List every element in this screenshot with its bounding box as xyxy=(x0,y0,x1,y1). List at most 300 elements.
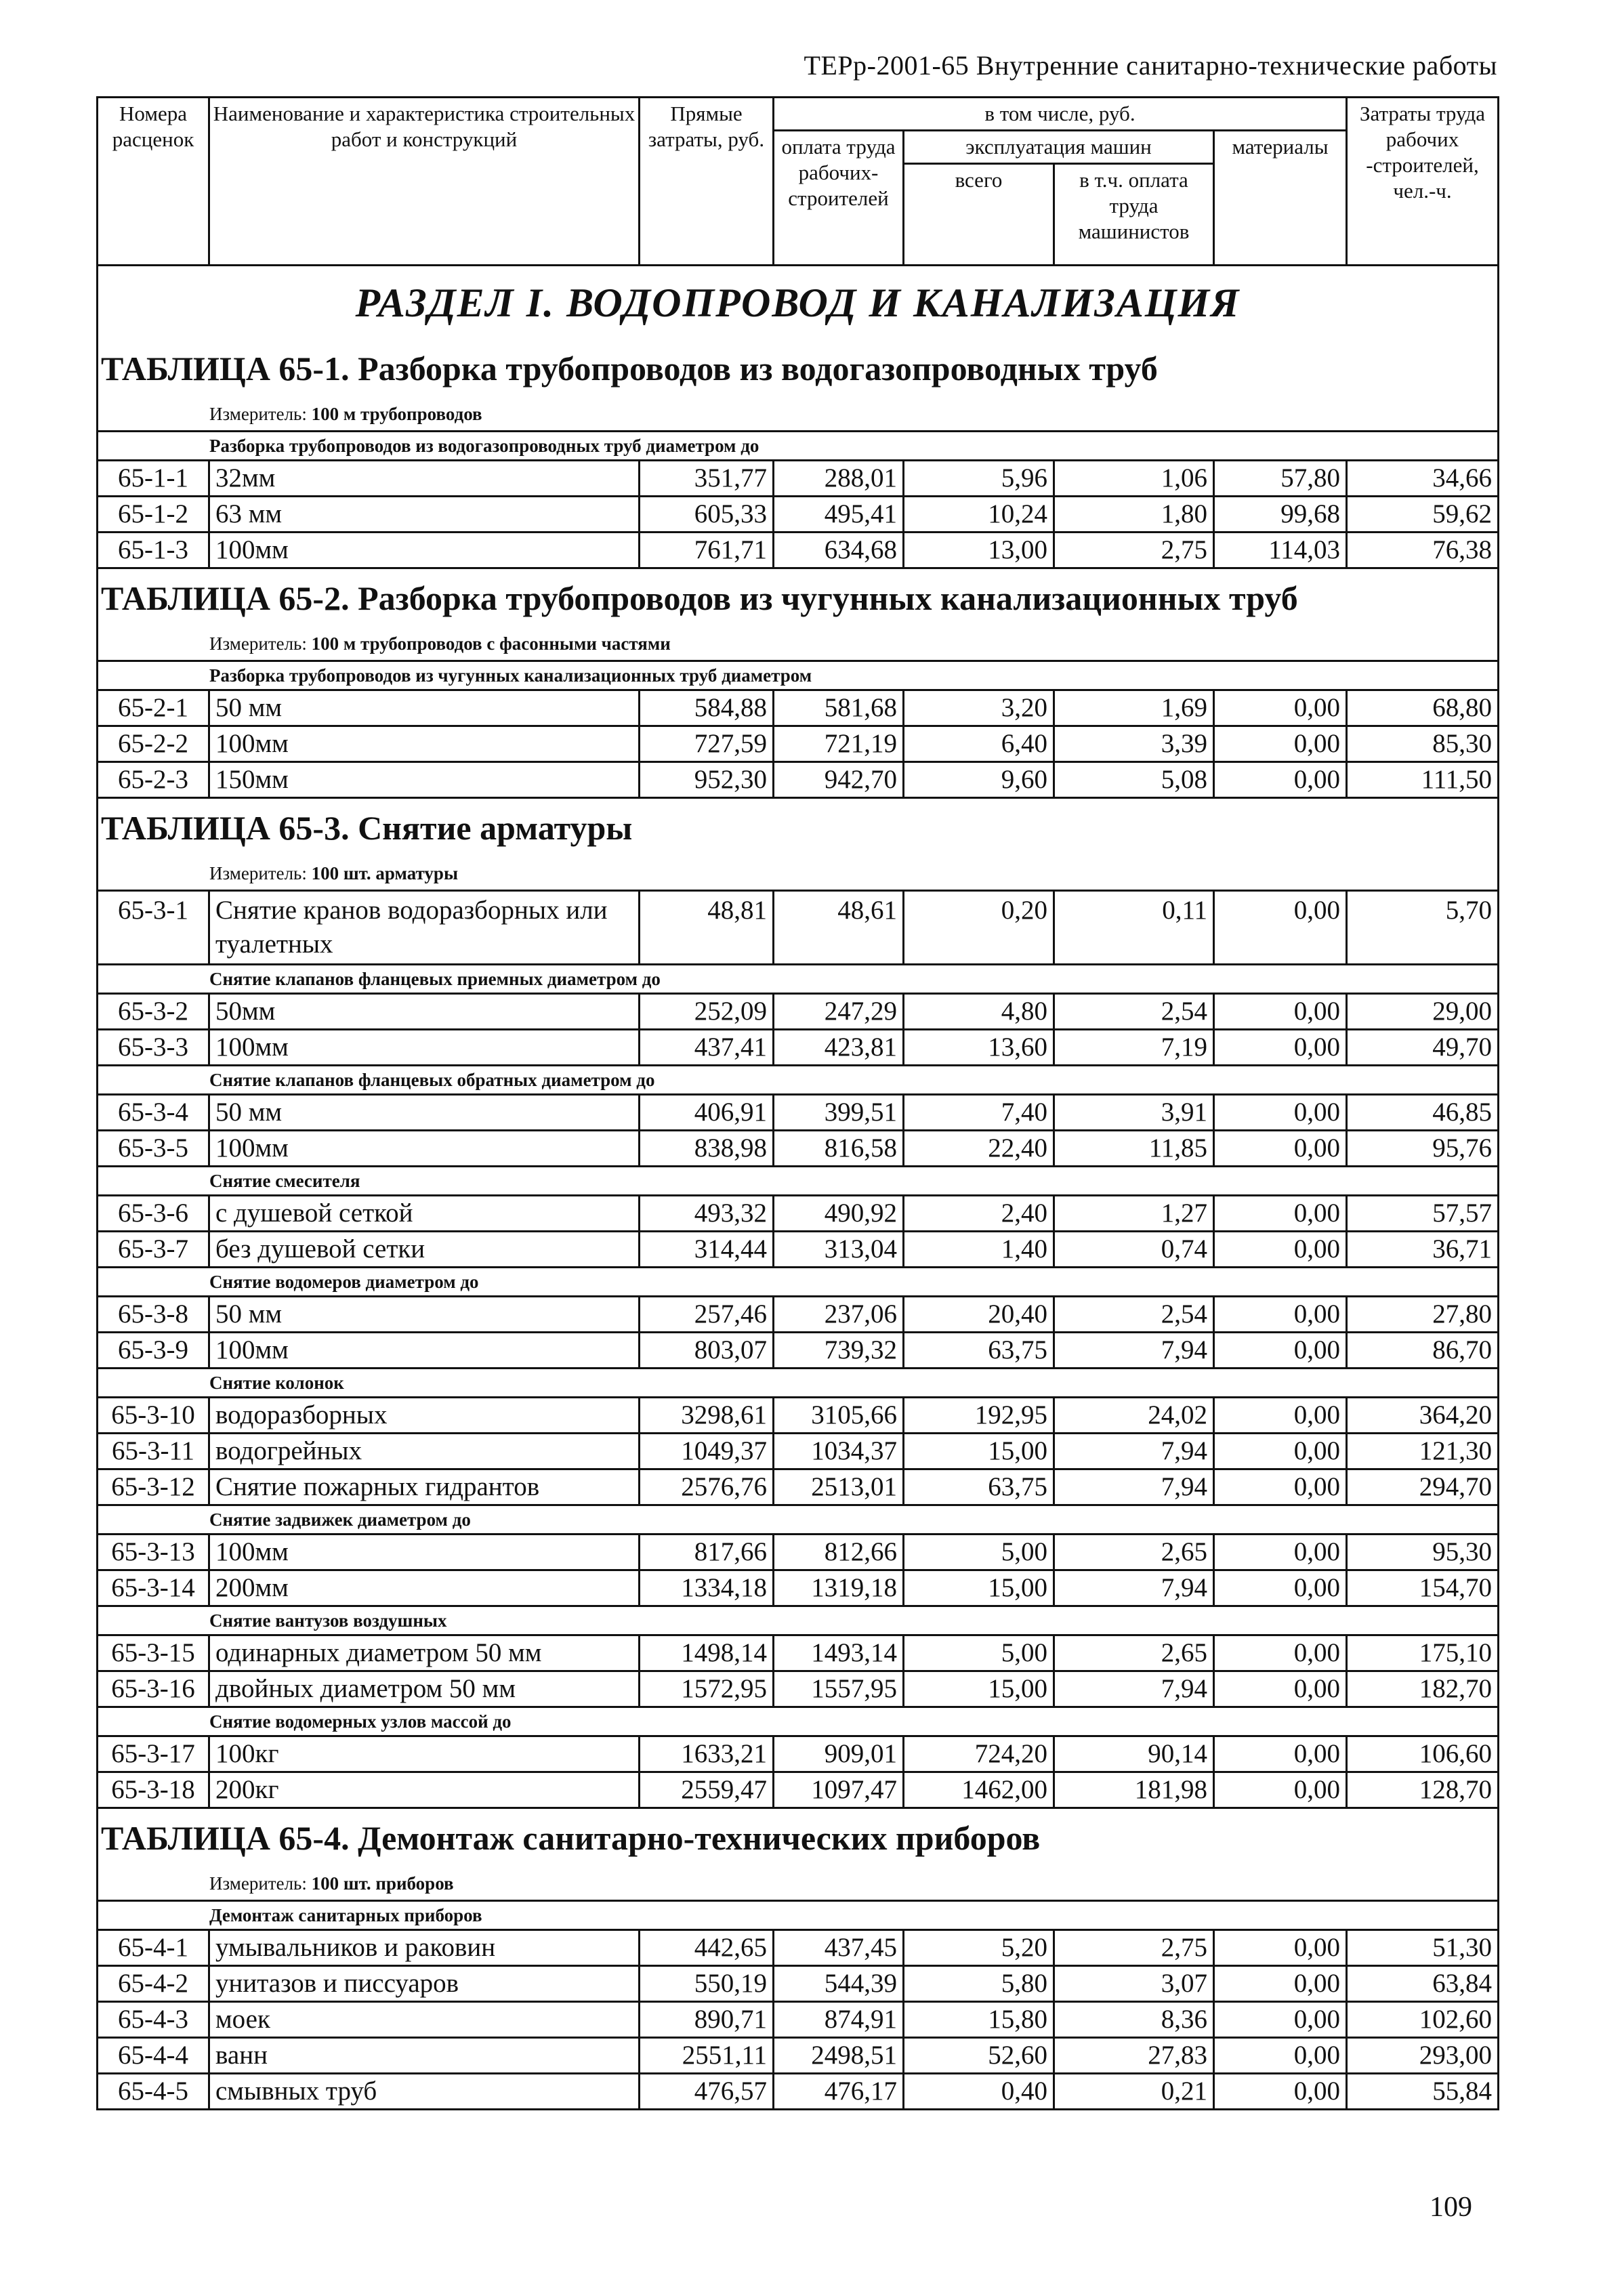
meter-value: 100 шт. приборов xyxy=(311,1873,454,1894)
materials-cell: 0,00 xyxy=(1214,1297,1347,1333)
group-title: Снятие клапанов фланцевых приемных диаметром до xyxy=(98,965,1499,994)
group-title: Снятие вантузов воздушных xyxy=(98,1606,1499,1635)
labor-cost-cell: 49,70 xyxy=(1347,1030,1499,1066)
col-header-materials: материалы xyxy=(1214,131,1347,266)
machines-total-cell: 1,40 xyxy=(904,1232,1054,1268)
machines-pay-cell: 3,91 xyxy=(1054,1095,1214,1131)
machines-pay-cell: 2,65 xyxy=(1054,1635,1214,1671)
machines-total-cell: 1462,00 xyxy=(904,1772,1054,1808)
machines-pay-cell: 2,54 xyxy=(1054,994,1214,1030)
materials-cell: 0,00 xyxy=(1214,1635,1347,1671)
labor-cost-cell: 175,10 xyxy=(1347,1635,1499,1671)
table-title-row xyxy=(98,798,1499,858)
group-row xyxy=(98,1066,1499,1095)
machines-total-cell: 5,80 xyxy=(904,1966,1054,2002)
labor-cost-cell: 51,30 xyxy=(1347,1930,1499,1966)
direct-cost-cell: 1049,37 xyxy=(640,1434,774,1469)
machines-pay-cell: 1,69 xyxy=(1054,690,1214,726)
table-header xyxy=(98,98,1499,266)
col-header-code: Номера расценок xyxy=(98,98,209,266)
work-name-cell: 100мм xyxy=(209,1535,640,1570)
rate-code-cell: 65-3-17 xyxy=(98,1736,209,1772)
work-name-cell: без душевой сетки xyxy=(209,1232,640,1268)
group-title: Разборка трубопроводов из чугунных канализационных труб диаметром xyxy=(98,661,1499,690)
table-title: ТАБЛИЦА 65-2. Разборка трубопроводов из чугунных канализационных труб xyxy=(98,568,1499,628)
labor-cost-cell: 36,71 xyxy=(1347,1232,1499,1268)
work-name-cell: 200мм xyxy=(209,1570,640,1606)
col-header-name: Наименование и характеристика строительных работ и конструкций xyxy=(209,98,640,266)
machines-total-cell: 3,20 xyxy=(904,690,1054,726)
work-name-cell: 100мм xyxy=(209,1131,640,1167)
rate-code-cell: 65-4-1 xyxy=(98,1930,209,1966)
work-name-cell: 50 мм xyxy=(209,1297,640,1333)
meter-cell xyxy=(98,1867,1499,1901)
rate-code-cell: 65-3-18 xyxy=(98,1772,209,1808)
rate-code-cell: 65-3-11 xyxy=(98,1434,209,1469)
group-row xyxy=(98,1369,1499,1398)
table-row xyxy=(98,1671,1499,1707)
machines-pay-cell: 0,74 xyxy=(1054,1232,1214,1268)
machines-pay-cell: 181,98 xyxy=(1054,1772,1214,1808)
meter-cell xyxy=(98,627,1499,661)
group-row xyxy=(98,1505,1499,1535)
machines-total-cell: 724,20 xyxy=(904,1736,1054,1772)
labor-cost-cell: 293,00 xyxy=(1347,2038,1499,2074)
machines-pay-cell: 24,02 xyxy=(1054,1398,1214,1434)
materials-cell: 0,00 xyxy=(1214,1930,1347,1966)
work-name-cell: ванн xyxy=(209,2038,640,2074)
labor-pay-cell: 313,04 xyxy=(774,1232,904,1268)
machines-pay-cell: 2,75 xyxy=(1054,533,1214,568)
materials-cell: 0,00 xyxy=(1214,1398,1347,1434)
rate-code-cell: 65-3-12 xyxy=(98,1469,209,1505)
machines-pay-cell: 1,06 xyxy=(1054,461,1214,497)
table-row xyxy=(98,1232,1499,1268)
work-name-cell: Снятие кранов водоразборных или туалетных xyxy=(209,891,640,965)
machines-pay-cell: 3,39 xyxy=(1054,726,1214,762)
direct-cost-cell: 3298,61 xyxy=(640,1398,774,1434)
materials-cell: 0,00 xyxy=(1214,1131,1347,1167)
table-row xyxy=(98,2038,1499,2074)
rate-code-cell: 65-1-1 xyxy=(98,461,209,497)
labor-cost-cell: 59,62 xyxy=(1347,497,1499,533)
materials-cell: 0,00 xyxy=(1214,1671,1347,1707)
rate-code-cell: 65-3-13 xyxy=(98,1535,209,1570)
table-row xyxy=(98,1930,1499,1966)
labor-cost-cell: 106,60 xyxy=(1347,1736,1499,1772)
table-row xyxy=(98,1131,1499,1167)
labor-pay-cell: 1493,14 xyxy=(774,1635,904,1671)
table-row xyxy=(98,1570,1499,1606)
rate-code-cell: 65-4-4 xyxy=(98,2038,209,2074)
work-name-cell: 100мм xyxy=(209,1333,640,1369)
work-name-cell: одинарных диаметром 50 мм xyxy=(209,1635,640,1671)
labor-cost-cell: 63,84 xyxy=(1347,1966,1499,2002)
direct-cost-cell: 838,98 xyxy=(640,1131,774,1167)
machines-pay-cell: 7,19 xyxy=(1054,1030,1214,1066)
materials-cell: 0,00 xyxy=(1214,2074,1347,2110)
direct-cost-cell: 476,57 xyxy=(640,2074,774,2110)
machines-pay-cell: 0,21 xyxy=(1054,2074,1214,2110)
labor-pay-cell: 3105,66 xyxy=(774,1398,904,1434)
materials-cell: 0,00 xyxy=(1214,2038,1347,2074)
labor-cost-cell: 102,60 xyxy=(1347,2002,1499,2038)
table-row xyxy=(98,497,1499,533)
group-row xyxy=(98,1707,1499,1736)
rate-code-cell: 65-3-14 xyxy=(98,1570,209,1606)
meter-row xyxy=(98,398,1499,432)
labor-pay-cell: 544,39 xyxy=(774,1966,904,2002)
labor-pay-cell: 490,92 xyxy=(774,1196,904,1232)
meter-label: Измеритель: xyxy=(209,1873,307,1894)
labor-pay-cell: 634,68 xyxy=(774,533,904,568)
table-row xyxy=(98,891,1499,965)
rate-code-cell: 65-3-3 xyxy=(98,1030,209,1066)
meter-row xyxy=(98,627,1499,661)
work-name-cell: 200кг xyxy=(209,1772,640,1808)
rate-code-cell: 65-2-3 xyxy=(98,762,209,798)
work-name-cell: 100мм xyxy=(209,1030,640,1066)
group-row xyxy=(98,1167,1499,1196)
table-row xyxy=(98,762,1499,798)
rate-code-cell: 65-3-1 xyxy=(98,891,209,965)
direct-cost-cell: 2576,76 xyxy=(640,1469,774,1505)
table-row xyxy=(98,690,1499,726)
machines-pay-cell: 5,08 xyxy=(1054,762,1214,798)
materials-cell: 0,00 xyxy=(1214,1570,1347,1606)
labor-cost-cell: 46,85 xyxy=(1347,1095,1499,1131)
machines-total-cell: 20,40 xyxy=(904,1297,1054,1333)
group-title: Снятие задвижек диаметром до xyxy=(98,1505,1499,1535)
table-body xyxy=(98,266,1499,2110)
labor-pay-cell: 2498,51 xyxy=(774,2038,904,2074)
machines-pay-cell: 2,75 xyxy=(1054,1930,1214,1966)
labor-pay-cell: 816,58 xyxy=(774,1131,904,1167)
work-name-cell: двойных диаметром 50 мм xyxy=(209,1671,640,1707)
work-name-cell: с душевой сеткой xyxy=(209,1196,640,1232)
labor-pay-cell: 48,61 xyxy=(774,891,904,965)
materials-cell: 0,00 xyxy=(1214,891,1347,965)
table-row xyxy=(98,1535,1499,1570)
machines-total-cell: 5,00 xyxy=(904,1535,1054,1570)
table-row xyxy=(98,1469,1499,1505)
labor-cost-cell: 364,20 xyxy=(1347,1398,1499,1434)
labor-pay-cell: 2513,01 xyxy=(774,1469,904,1505)
page-number: 109 xyxy=(1430,2192,1472,2223)
meter-label: Измеритель: xyxy=(209,633,307,654)
labor-cost-cell: 27,80 xyxy=(1347,1297,1499,1333)
table-row xyxy=(98,1772,1499,1808)
direct-cost-cell: 493,32 xyxy=(640,1196,774,1232)
work-name-cell: унитазов и писсуаров xyxy=(209,1966,640,2002)
table-row xyxy=(98,1966,1499,2002)
machines-total-cell: 63,75 xyxy=(904,1333,1054,1369)
labor-pay-cell: 423,81 xyxy=(774,1030,904,1066)
col-header-machines: эксплуатация машин xyxy=(904,131,1214,164)
materials-cell: 0,00 xyxy=(1214,1333,1347,1369)
machines-total-cell: 7,40 xyxy=(904,1095,1054,1131)
group-row xyxy=(98,432,1499,461)
meter-cell xyxy=(98,398,1499,432)
group-title: Снятие клапанов фланцевых обратных диаметром до xyxy=(98,1066,1499,1095)
direct-cost-cell: 406,91 xyxy=(640,1095,774,1131)
direct-cost-cell: 817,66 xyxy=(640,1535,774,1570)
machines-total-cell: 4,80 xyxy=(904,994,1054,1030)
group-title: Снятие колонок xyxy=(98,1369,1499,1398)
rate-code-cell: 65-3-9 xyxy=(98,1333,209,1369)
table-title-row xyxy=(98,568,1499,628)
labor-pay-cell: 874,91 xyxy=(774,2002,904,2038)
group-title: Разборка трубопроводов из водогазопроводных труб диаметром до xyxy=(98,432,1499,461)
direct-cost-cell: 1633,21 xyxy=(640,1736,774,1772)
col-header-including: в том числе, руб. xyxy=(774,98,1347,131)
direct-cost-cell: 952,30 xyxy=(640,762,774,798)
rate-code-cell: 65-4-5 xyxy=(98,2074,209,2110)
labor-pay-cell: 942,70 xyxy=(774,762,904,798)
labor-pay-cell: 237,06 xyxy=(774,1297,904,1333)
labor-cost-cell: 34,66 xyxy=(1347,461,1499,497)
labor-cost-cell: 76,38 xyxy=(1347,533,1499,568)
rate-code-cell: 65-3-4 xyxy=(98,1095,209,1131)
work-name-cell: моек xyxy=(209,2002,640,2038)
machines-pay-cell: 90,14 xyxy=(1054,1736,1214,1772)
labor-cost-cell: 294,70 xyxy=(1347,1469,1499,1505)
meter-label: Измеритель: xyxy=(209,862,307,883)
materials-cell: 0,00 xyxy=(1214,1535,1347,1570)
table-title-row xyxy=(98,1808,1499,1868)
work-name-cell: 100мм xyxy=(209,726,640,762)
machines-total-cell: 15,00 xyxy=(904,1671,1054,1707)
machines-total-cell: 192,95 xyxy=(904,1398,1054,1434)
table-row xyxy=(98,1297,1499,1333)
rate-code-cell: 65-3-2 xyxy=(98,994,209,1030)
work-name-cell: 150мм xyxy=(209,762,640,798)
table-row xyxy=(98,1434,1499,1469)
rate-code-cell: 65-2-1 xyxy=(98,690,209,726)
machines-pay-cell: 7,94 xyxy=(1054,1434,1214,1469)
machines-total-cell: 15,80 xyxy=(904,2002,1054,2038)
labor-pay-cell: 909,01 xyxy=(774,1736,904,1772)
section-row xyxy=(98,266,1499,340)
machines-pay-cell: 0,11 xyxy=(1054,891,1214,965)
materials-cell: 0,00 xyxy=(1214,1196,1347,1232)
materials-cell: 99,68 xyxy=(1214,497,1347,533)
direct-cost-cell: 1498,14 xyxy=(640,1635,774,1671)
work-name-cell: 50мм xyxy=(209,994,640,1030)
materials-cell: 114,03 xyxy=(1214,533,1347,568)
materials-cell: 0,00 xyxy=(1214,762,1347,798)
labor-cost-cell: 5,70 xyxy=(1347,891,1499,965)
machines-total-cell: 2,40 xyxy=(904,1196,1054,1232)
machines-pay-cell: 8,36 xyxy=(1054,2002,1214,2038)
labor-pay-cell: 247,29 xyxy=(774,994,904,1030)
machines-pay-cell: 11,85 xyxy=(1054,1131,1214,1167)
table-row xyxy=(98,1333,1499,1369)
col-header-labor-cost: Затраты труда рабочих -строителей, чел.-ч. xyxy=(1347,98,1499,266)
meter-label: Измеритель: xyxy=(209,403,307,424)
group-row xyxy=(98,1606,1499,1635)
rate-code-cell: 65-4-2 xyxy=(98,1966,209,2002)
rate-code-cell: 65-3-5 xyxy=(98,1131,209,1167)
machines-total-cell: 13,00 xyxy=(904,533,1054,568)
materials-cell: 0,00 xyxy=(1214,1030,1347,1066)
labor-pay-cell: 1557,95 xyxy=(774,1671,904,1707)
table-row xyxy=(98,2074,1499,2110)
direct-cost-cell: 48,81 xyxy=(640,891,774,965)
table-title: ТАБЛИЦА 65-4. Демонтаж санитарно-технических приборов xyxy=(98,1808,1499,1868)
labor-cost-cell: 29,00 xyxy=(1347,994,1499,1030)
group-title: Снятие водомеров диаметром до xyxy=(98,1268,1499,1297)
machines-total-cell: 5,20 xyxy=(904,1930,1054,1966)
work-name-cell: умывальников и раковин xyxy=(209,1930,640,1966)
direct-cost-cell: 761,71 xyxy=(640,533,774,568)
direct-cost-cell: 727,59 xyxy=(640,726,774,762)
page-header-title: ТЕРр-2001-65 Внутренние санитарно-технические работы xyxy=(804,50,1497,81)
materials-cell: 0,00 xyxy=(1214,1232,1347,1268)
labor-cost-cell: 128,70 xyxy=(1347,1772,1499,1808)
col-header-direct: Прямые затраты, руб. xyxy=(640,98,774,266)
machines-pay-cell: 7,94 xyxy=(1054,1333,1214,1369)
labor-cost-cell: 154,70 xyxy=(1347,1570,1499,1606)
table-row xyxy=(98,1196,1499,1232)
machines-total-cell: 10,24 xyxy=(904,497,1054,533)
meter-row xyxy=(98,857,1499,891)
rate-code-cell: 65-1-3 xyxy=(98,533,209,568)
meter-value: 100 м трубопроводов xyxy=(311,403,482,424)
direct-cost-cell: 257,46 xyxy=(640,1297,774,1333)
meter-cell xyxy=(98,857,1499,891)
machines-total-cell: 15,00 xyxy=(904,1570,1054,1606)
rate-code-cell: 65-3-7 xyxy=(98,1232,209,1268)
table-row xyxy=(98,1736,1499,1772)
machines-total-cell: 5,00 xyxy=(904,1635,1054,1671)
machines-total-cell: 63,75 xyxy=(904,1469,1054,1505)
table-row xyxy=(98,1095,1499,1131)
group-row xyxy=(98,661,1499,690)
machines-pay-cell: 1,27 xyxy=(1054,1196,1214,1232)
work-name-cell: 100мм xyxy=(209,533,640,568)
col-header-labor-pay: оплата труда рабочих-строителей xyxy=(774,131,904,266)
direct-cost-cell: 550,19 xyxy=(640,1966,774,2002)
group-row xyxy=(98,965,1499,994)
table-row xyxy=(98,2002,1499,2038)
machines-total-cell: 0,40 xyxy=(904,2074,1054,2110)
materials-cell: 0,00 xyxy=(1214,1434,1347,1469)
col-header-machines-pay: в т.ч. оплата труда машинистов xyxy=(1054,164,1214,266)
materials-cell: 0,00 xyxy=(1214,994,1347,1030)
labor-pay-cell: 812,66 xyxy=(774,1535,904,1570)
materials-cell: 0,00 xyxy=(1214,1966,1347,2002)
direct-cost-cell: 2559,47 xyxy=(640,1772,774,1808)
table-row xyxy=(98,1635,1499,1671)
direct-cost-cell: 351,77 xyxy=(640,461,774,497)
machines-pay-cell: 2,54 xyxy=(1054,1297,1214,1333)
rate-code-cell: 65-2-2 xyxy=(98,726,209,762)
meter-value: 100 шт. арматуры xyxy=(311,862,459,883)
machines-total-cell: 9,60 xyxy=(904,762,1054,798)
labor-cost-cell: 95,76 xyxy=(1347,1131,1499,1167)
table-title: ТАБЛИЦА 65-3. Снятие арматуры xyxy=(98,798,1499,858)
direct-cost-cell: 605,33 xyxy=(640,497,774,533)
page-header xyxy=(96,42,1497,98)
labor-cost-cell: 95,30 xyxy=(1347,1535,1499,1570)
labor-cost-cell: 182,70 xyxy=(1347,1671,1499,1707)
labor-cost-cell: 68,80 xyxy=(1347,690,1499,726)
section-title: РАЗДЕЛ I. ВОДОПРОВОД И КАНАЛИЗАЦИЯ xyxy=(98,266,1499,340)
machines-total-cell: 22,40 xyxy=(904,1131,1054,1167)
machines-total-cell: 5,96 xyxy=(904,461,1054,497)
labor-cost-cell: 121,30 xyxy=(1347,1434,1499,1469)
labor-pay-cell: 721,19 xyxy=(774,726,904,762)
rate-code-cell: 65-3-15 xyxy=(98,1635,209,1671)
rate-code-cell: 65-4-3 xyxy=(98,2002,209,2038)
work-name-cell: 32мм xyxy=(209,461,640,497)
machines-total-cell: 15,00 xyxy=(904,1434,1054,1469)
labor-pay-cell: 399,51 xyxy=(774,1095,904,1131)
materials-cell: 0,00 xyxy=(1214,1736,1347,1772)
labor-cost-cell: 57,57 xyxy=(1347,1196,1499,1232)
group-row xyxy=(98,1901,1499,1930)
direct-cost-cell: 442,65 xyxy=(640,1930,774,1966)
col-header-machines-total: всего xyxy=(904,164,1054,266)
direct-cost-cell: 803,07 xyxy=(640,1333,774,1369)
labor-pay-cell: 1097,47 xyxy=(774,1772,904,1808)
table-title-row xyxy=(98,339,1499,398)
direct-cost-cell: 314,44 xyxy=(640,1232,774,1268)
machines-total-cell: 0,20 xyxy=(904,891,1054,965)
work-name-cell: 63 мм xyxy=(209,497,640,533)
work-name-cell: водоразборных xyxy=(209,1398,640,1434)
rate-code-cell: 65-3-16 xyxy=(98,1671,209,1707)
group-title: Снятие водомерных узлов массой до xyxy=(98,1707,1499,1736)
direct-cost-cell: 584,88 xyxy=(640,690,774,726)
labor-cost-cell: 55,84 xyxy=(1347,2074,1499,2110)
rate-code-cell: 65-3-10 xyxy=(98,1398,209,1434)
direct-cost-cell: 437,41 xyxy=(640,1030,774,1066)
table-row xyxy=(98,1030,1499,1066)
labor-pay-cell: 437,45 xyxy=(774,1930,904,1966)
machines-total-cell: 13,60 xyxy=(904,1030,1054,1066)
materials-cell: 0,00 xyxy=(1214,2002,1347,2038)
machines-pay-cell: 7,94 xyxy=(1054,1570,1214,1606)
labor-pay-cell: 581,68 xyxy=(774,690,904,726)
rate-code-cell: 65-3-6 xyxy=(98,1196,209,1232)
machines-pay-cell: 1,80 xyxy=(1054,497,1214,533)
table-row xyxy=(98,461,1499,497)
labor-cost-cell: 86,70 xyxy=(1347,1333,1499,1369)
materials-cell: 0,00 xyxy=(1214,726,1347,762)
materials-cell: 0,00 xyxy=(1214,1469,1347,1505)
direct-cost-cell: 2551,11 xyxy=(640,2038,774,2074)
labor-cost-cell: 111,50 xyxy=(1347,762,1499,798)
machines-pay-cell: 7,94 xyxy=(1054,1671,1214,1707)
labor-pay-cell: 495,41 xyxy=(774,497,904,533)
rates-table xyxy=(96,96,1499,2110)
machines-pay-cell: 3,07 xyxy=(1054,1966,1214,2002)
direct-cost-cell: 252,09 xyxy=(640,994,774,1030)
labor-cost-cell: 85,30 xyxy=(1347,726,1499,762)
machines-total-cell: 6,40 xyxy=(904,726,1054,762)
work-name-cell: 50 мм xyxy=(209,1095,640,1131)
table-row xyxy=(98,994,1499,1030)
meter-row xyxy=(98,1867,1499,1901)
group-title: Демонтаж санитарных приборов xyxy=(98,1901,1499,1930)
labor-pay-cell: 476,17 xyxy=(774,2074,904,2110)
materials-cell: 0,00 xyxy=(1214,690,1347,726)
materials-cell: 0,00 xyxy=(1214,1772,1347,1808)
work-name-cell: 100кг xyxy=(209,1736,640,1772)
materials-cell: 0,00 xyxy=(1214,1095,1347,1131)
